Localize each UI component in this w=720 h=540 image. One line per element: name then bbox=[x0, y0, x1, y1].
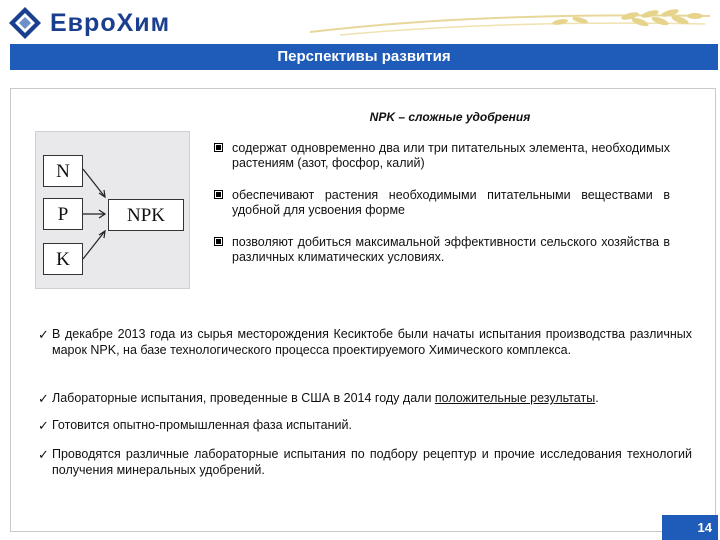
brand-name: ЕвроХим bbox=[50, 9, 171, 37]
element-p: P bbox=[43, 198, 83, 230]
eurochem-logo-icon bbox=[8, 6, 42, 40]
square-bullet-icon bbox=[214, 190, 223, 199]
bullet-item bbox=[38, 327, 692, 358]
bullet-text: Готовится опытно-промышленная фаза испытаний. bbox=[52, 418, 352, 432]
bullet-text: В декабре 2013 года из сырья месторождения Кесиктобе были начаты испытания производства различных марок NPK, на базе технологического процесса проектируемого Химического комплекса. bbox=[52, 327, 692, 357]
bullet-item bbox=[38, 391, 692, 407]
bullet-item bbox=[38, 447, 692, 478]
bullet-text: Проводятся различные лабораторные испытания по подбору рецептур и прочие исследования технологий получения минеральных удобрений. bbox=[52, 447, 692, 477]
checkmark-icon: ✓ bbox=[38, 391, 49, 406]
wheat-decoration-icon bbox=[300, 2, 720, 42]
header bbox=[0, 0, 720, 44]
slide-title: Перспективы развития bbox=[10, 44, 718, 70]
feature-text: обеспечивают растения необходимыми питательными веществами в удобной для усвоения форме bbox=[232, 188, 670, 217]
section-subtitle: NPK – сложные удобрения bbox=[369, 110, 531, 124]
square-bullet-icon bbox=[214, 143, 223, 152]
feature-text: позволяют добиться максимальной эффективности сельского хозяйства в различных климатических условиях. bbox=[232, 235, 670, 264]
checkmark-icon: ✓ bbox=[38, 327, 49, 342]
checkmark-icon: ✓ bbox=[38, 447, 49, 462]
feature-item bbox=[214, 141, 670, 171]
feature-item bbox=[214, 235, 670, 265]
feature-item bbox=[214, 188, 670, 218]
checkmark-icon: ✓ bbox=[38, 418, 49, 433]
npk-product: NPK bbox=[108, 199, 184, 231]
square-bullet-icon bbox=[214, 237, 223, 246]
page-number: 14 bbox=[662, 515, 718, 540]
results-link[interactable]: положительные результаты bbox=[434, 391, 596, 405]
bullet-text-end: . bbox=[595, 391, 599, 405]
feature-text: содержат одновременно два или три питательных элемента, необходимых растениям (азот, фосфор, калий) bbox=[232, 141, 670, 170]
element-k: K bbox=[43, 243, 83, 275]
bullet-text: Лабораторные испытания, проведенные в США в 2014 году дали bbox=[52, 391, 435, 405]
element-n: N bbox=[43, 155, 83, 187]
bullet-item bbox=[38, 418, 692, 434]
